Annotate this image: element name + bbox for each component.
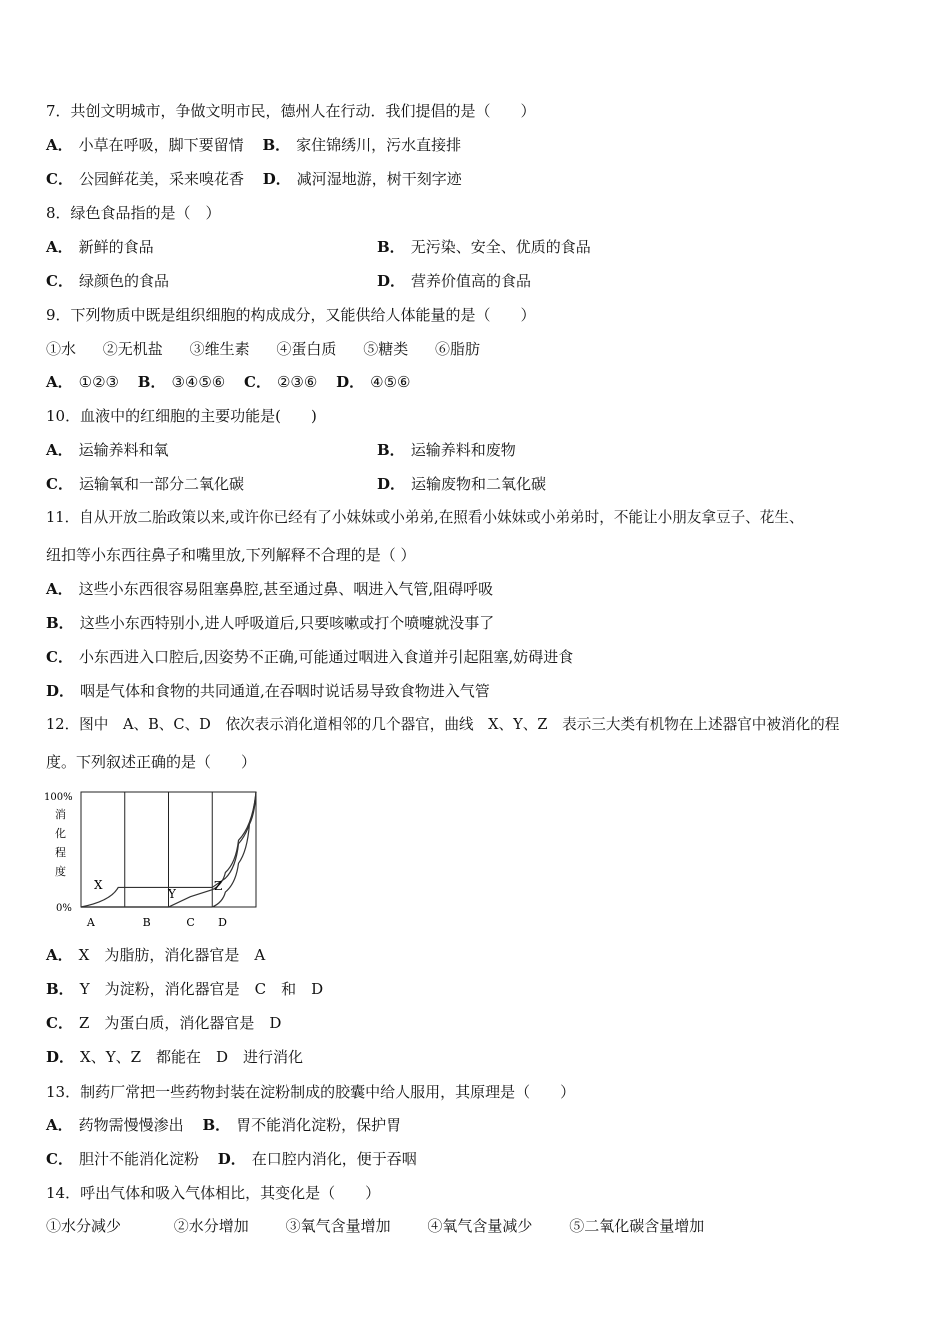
x-tick-label-a: A (86, 916, 95, 929)
q13-option-a-label: A． (46, 1116, 73, 1134)
q8-option-c: 绿颜色的食品 (78, 272, 169, 290)
q12-option-a-row (46, 945, 265, 965)
q9-item: ②无机盐 (102, 340, 163, 358)
q11-option-c: 小东西进入口腔后,因姿势不正确,可能通过咽进入食道并引起阻塞,妨碍进食 (78, 648, 574, 666)
digestion-chart (44, 786, 266, 932)
q9-item: ③维生素 (189, 340, 250, 358)
q9-options (46, 372, 410, 392)
q14-stem: 14．呼出气体和吸入气体相比，其变化是（ ） (46, 1184, 381, 1202)
q13-option-b: 胃不能消化淀粉，保护胃 (236, 1116, 402, 1134)
q8-option-a: 新鲜的食品 (78, 238, 154, 256)
q12-stem-line2: 度。下列叙述正确的是（ ） (46, 753, 257, 771)
q11-option-c-row (46, 647, 573, 667)
y-axis-label-char: 化 (55, 827, 66, 840)
q12-option-d: X、Y、Z 都能在 D 进行消化 (80, 1048, 304, 1066)
q13-option-d-label: D． (217, 1150, 246, 1168)
q10-option-a-row (46, 440, 169, 460)
q9-option-a: ①②③ (78, 373, 119, 391)
series-labels (94, 878, 222, 901)
q12-option-b-row (46, 979, 323, 999)
q11-stem-line1: 11．自从开放二胎政策以来,或许你已经有了小妹妹或小弟弟,在照看小妹妹或小弟弟时，不能让小朋友拿豆子、花生、 (46, 509, 804, 526)
q7-option-a: 小草在呼吸，脚下要留情 (78, 136, 244, 154)
q10-option-c-row (46, 474, 244, 494)
q8-option-b: 无污染、安全、优质的食品 (410, 238, 591, 256)
q11-option-d-row (46, 681, 490, 701)
q8-option-b-row (377, 237, 591, 257)
q9-items (46, 339, 480, 359)
q8-option-d-label: D． (377, 272, 406, 290)
q13-option-b-label: B． (202, 1116, 231, 1134)
q9-option-c-label: C． (244, 373, 271, 391)
q9-option-b-label: B． (137, 373, 166, 391)
q14-items (46, 1216, 704, 1236)
q10-option-d-row (377, 474, 546, 494)
q9-item: ⑤糖类 (363, 340, 409, 358)
q13-option-c: 胆汁不能消化淀粉 (78, 1150, 199, 1168)
y-tick-bottom: 0% (56, 903, 72, 914)
q8-option-b-label: B． (377, 238, 405, 256)
q9-option-a-label: A． (46, 373, 73, 391)
q12-option-b-label: B． (46, 980, 74, 998)
q7-options-row2 (46, 169, 462, 189)
q11-option-d: 咽是气体和食物的共同通道,在吞咽时说话易导致食物进入气管 (80, 682, 490, 700)
q11-option-b-label: B． (46, 614, 74, 632)
q12-option-c-row (46, 1013, 281, 1033)
q8-option-d: 营养价值高的食品 (411, 272, 532, 290)
q9-option-b: ③④⑤⑥ (171, 373, 226, 391)
q12-option-c: Z 为蛋白质，消化器官是 D (78, 1014, 282, 1032)
y-axis-label (55, 807, 66, 878)
q8-option-a-row (46, 237, 154, 257)
q12-option-a: X 为脂肪，消化器官是 A (78, 946, 266, 964)
q14-item: ④氧气含量减少 (427, 1217, 533, 1235)
x-tick-label-d: D (218, 916, 227, 929)
q13-options-row1 (46, 1115, 401, 1135)
q9-stem: 9．下列物质中既是组织细胞的构成成分，又能供给人体能量的是（ ） (46, 306, 536, 324)
q11-option-b: 这些小东西特别小,进人呼吸道后,只要咳嗽或打个喷嚏就没事了 (79, 614, 495, 632)
q9-item: ⑥脂肪 (434, 340, 480, 358)
q12-option-b: Y 为淀粉，消化器官是 C 和 D (79, 980, 324, 998)
q9-option-d-label: D． (336, 373, 365, 391)
q8-option-c-row (46, 271, 169, 291)
q11-option-a-label: A． (46, 580, 73, 598)
q10-option-c-label: C． (46, 475, 73, 493)
series-label-x: X (94, 878, 103, 892)
q10-option-c: 运输氧和一部分二氧化碳 (78, 475, 244, 493)
q10-option-b: 运输养料和废物 (410, 441, 516, 459)
q7-option-a-label: A． (46, 136, 73, 154)
q13-option-c-label: C． (46, 1150, 73, 1168)
q8-option-c-label: C． (46, 272, 73, 290)
q11-option-a-row (46, 579, 493, 599)
q13-option-a: 药物需慢慢渗出 (78, 1116, 184, 1134)
q8-stem: 8．绿色食品指的是（ ） (46, 204, 221, 222)
q13-stem: 13．制药厂常把一些药物封装在淀粉制成的胶囊中给人服用，其原理是（ ） (46, 1083, 576, 1101)
q12-option-a-label: A． (46, 946, 73, 964)
y-tick-top: 100% (44, 792, 73, 803)
q9-item: ④蛋白质 (276, 340, 337, 358)
q14-item: ①水分减少 (46, 1217, 122, 1235)
q14-item: ②水分增加 (173, 1217, 249, 1235)
x-tick-labels (86, 916, 227, 929)
q7-option-c: 公园鲜花美，采来嗅花香 (78, 170, 244, 188)
q12-option-c-label: C． (46, 1014, 73, 1032)
q8-option-d-row (377, 271, 531, 291)
y-axis-label-char: 程 (55, 846, 66, 859)
q7-stem: 7．共创文明城市，争做文明市民，德州人在行动．我们提倡的是（ ） (46, 102, 536, 120)
y-axis-label-char: 消 (55, 808, 66, 821)
q7-options-row1 (46, 135, 461, 155)
q7-option-b-label: B． (262, 136, 291, 154)
q10-option-a-label: A． (46, 441, 73, 459)
q11-option-b-row (46, 613, 494, 633)
y-axis-label-char: 度 (55, 865, 66, 878)
q11-stem-line2: 纽扣等小东西往鼻子和嘴里放,下列解释不合理的是（ ） (46, 546, 416, 564)
q7-option-b: 家住锦绣川，污水直接排 (296, 136, 462, 154)
q10-option-d: 运输废物和二氧化碳 (411, 475, 547, 493)
q11-option-a: 这些小东西很容易阻塞鼻腔,甚至通过鼻、咽进入气管,阻碍呼吸 (78, 580, 494, 598)
q10-option-b-row (377, 440, 516, 460)
q14-item: ⑤二氧化碳含量增加 (569, 1217, 705, 1235)
q7-option-c-label: C． (46, 170, 73, 188)
q10-stem: 10．血液中的红细胞的主要功能是( ) (46, 407, 317, 425)
q11-option-c-label: C． (46, 648, 73, 666)
q10-option-b-label: B． (377, 441, 405, 459)
q12-option-d-row (46, 1047, 303, 1067)
q8-option-a-label: A． (46, 238, 73, 256)
q10-option-a: 运输养料和氧 (78, 441, 169, 459)
q7-option-d: 减河湿地游，树干刻字迹 (296, 170, 462, 188)
q9-option-c: ②③⑥ (276, 373, 318, 391)
q13-option-d: 在口腔内消化，便于吞咽 (251, 1150, 417, 1168)
q11-option-d-label: D． (46, 682, 75, 700)
q13-options-row2 (46, 1149, 417, 1169)
series-label-z: Z (214, 879, 223, 893)
q10-option-d-label: D． (377, 475, 406, 493)
x-tick-label-b: B (142, 916, 151, 929)
q7-option-d-label: D． (262, 170, 291, 188)
q9-item: ①水 (46, 340, 77, 358)
q14-item: ③氧气含量增加 (285, 1217, 391, 1235)
q12-option-d-label: D． (46, 1048, 75, 1066)
x-tick-label-c: C (186, 916, 195, 929)
q12-stem-line1: 12．图中 A、B、C、D 依次表示消化道相邻的几个器官，曲线 X、Y、Z 表示三大类有机物在上述器官中被消化的程 (46, 716, 840, 733)
q9-option-d: ④⑤⑥ (370, 373, 411, 391)
series-label-y: Y (168, 887, 176, 901)
